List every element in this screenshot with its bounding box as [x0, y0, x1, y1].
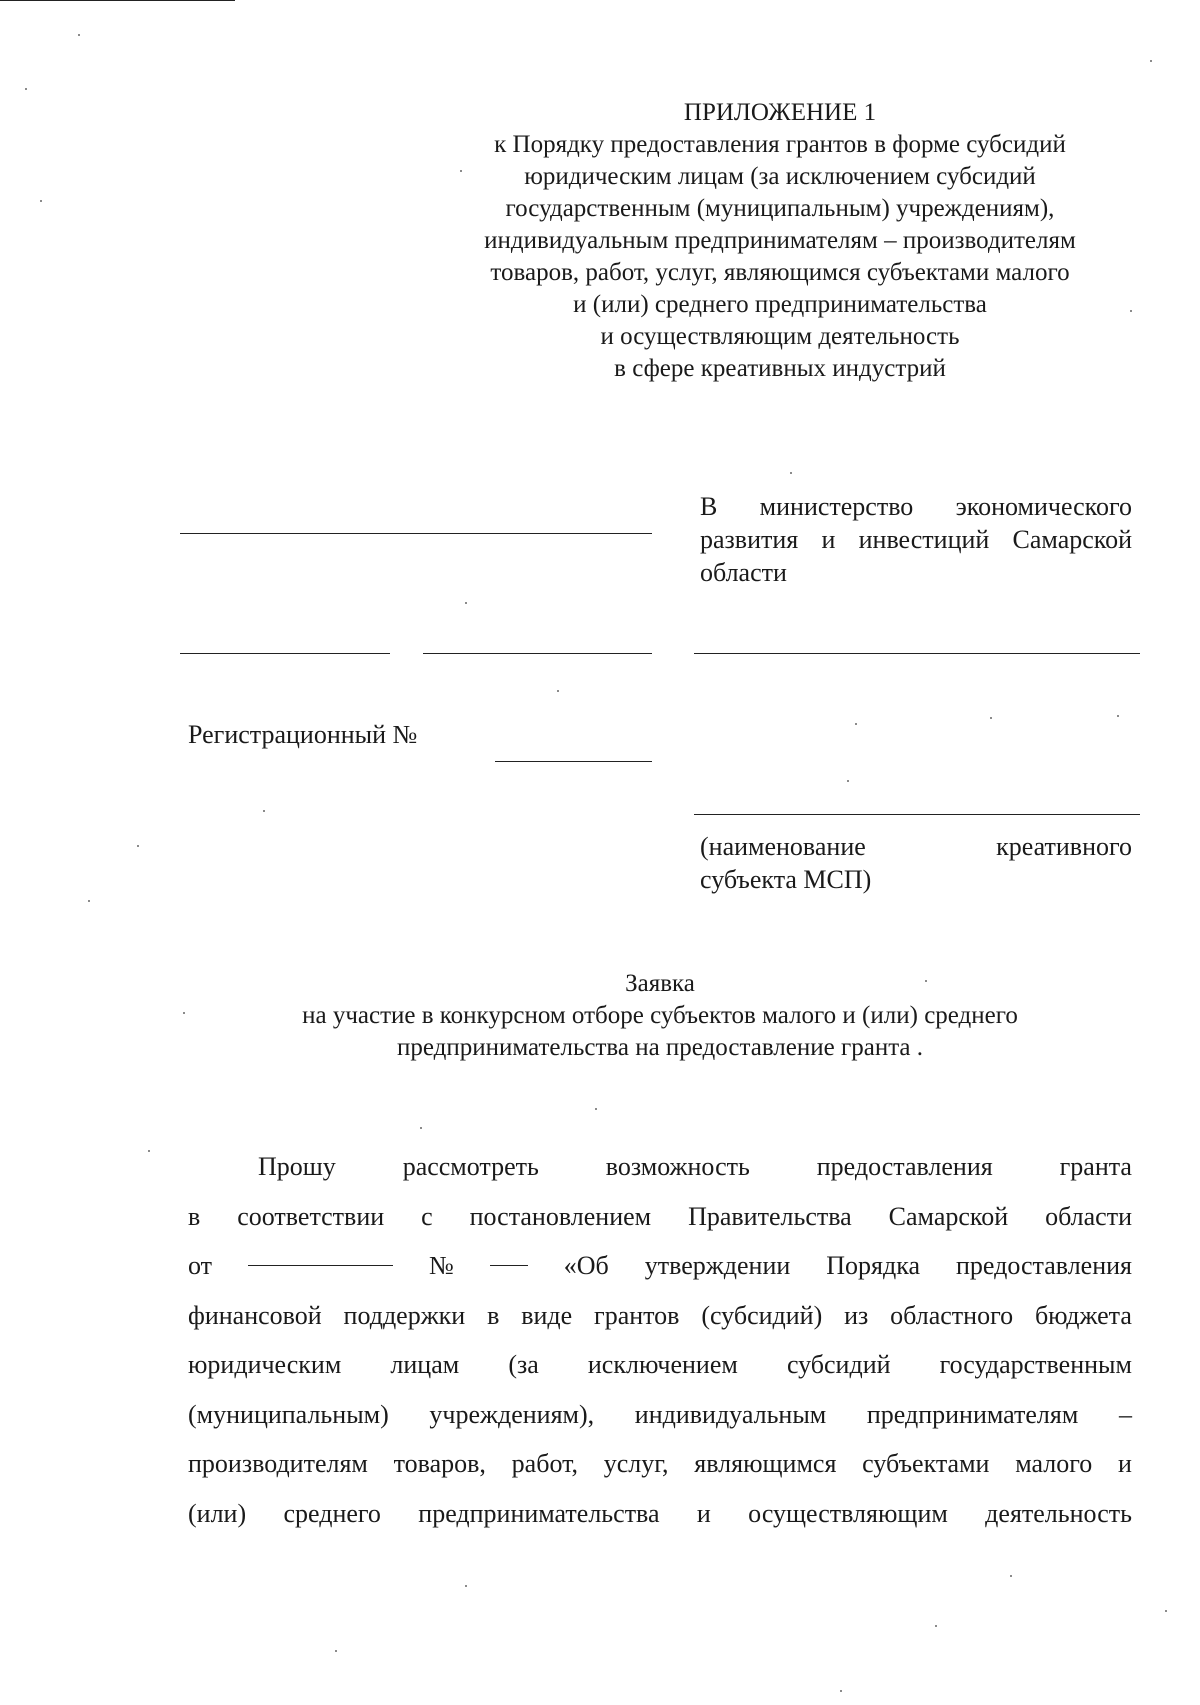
body-word: возможность — [605, 1152, 750, 1181]
body-word: гранта — [1059, 1152, 1132, 1181]
body-word: субъектами — [862, 1449, 990, 1478]
body-word: области — [1045, 1201, 1132, 1231]
body-word: (или) — [188, 1498, 247, 1528]
addressee-line: области — [700, 558, 787, 587]
appendix-line: индивидуальным предпринимателям – производителям — [484, 227, 1076, 254]
applicant-caption — [700, 830, 1132, 896]
blank-field-applicant-name[interactable] — [694, 814, 1140, 815]
addressee-block — [700, 490, 1132, 589]
scan-speck — [935, 1625, 937, 1627]
scan-edge-line — [0, 0, 235, 1]
scan-speck — [40, 200, 42, 202]
body-word: Прошу — [258, 1152, 336, 1181]
scan-speck — [137, 845, 139, 847]
addressee-word: экономического — [955, 492, 1132, 521]
addressee-word: Самарской — [1012, 525, 1132, 554]
body-word: услуг, — [603, 1449, 669, 1478]
addressee-word: и — [821, 525, 836, 554]
body-row-decree — [188, 1241, 1132, 1291]
scan-speck — [25, 88, 27, 90]
body-word: Правительства — [688, 1201, 852, 1231]
body-word: финансовой — [188, 1300, 322, 1330]
blank-field-sender-name[interactable] — [694, 653, 1140, 654]
body-word: (за — [508, 1350, 539, 1379]
scan-speck — [420, 1127, 422, 1129]
body-word: индивидуальным — [634, 1399, 827, 1429]
scan-speck — [1150, 60, 1152, 62]
scan-speck — [1010, 1575, 1012, 1577]
body-word: осуществляющим — [748, 1498, 948, 1528]
registration-label: Регистрационный № — [188, 720, 418, 749]
body-word: рассмотреть — [402, 1152, 539, 1181]
body-word: (субсидий) — [701, 1300, 823, 1330]
body-word: учреждениям), — [429, 1399, 595, 1429]
body-word: Порядка — [826, 1251, 921, 1280]
addressee-line — [700, 523, 1132, 556]
body-word: лицам — [390, 1350, 460, 1379]
body-word: предпринимателям — [866, 1399, 1079, 1429]
body-word: № — [429, 1251, 454, 1280]
body-row — [188, 1439, 1132, 1489]
appendix-line: государственным (муниципальным) учреждениям), — [505, 195, 1055, 222]
appendix-line: и осуществляющим деятельность — [600, 323, 960, 350]
blank-field-decree-date[interactable] — [248, 1241, 393, 1266]
body-word: исключением — [587, 1350, 738, 1379]
body-word: предоставления — [816, 1152, 993, 1181]
appendix-line: юридическим лицам (за исключением субсидий — [524, 163, 1036, 190]
body-word: из — [844, 1300, 869, 1330]
scan-speck — [790, 472, 792, 474]
body-row — [188, 1291, 1132, 1341]
scan-speck — [263, 810, 265, 812]
application-title-line: на участие в конкурсном отборе субъектов малого и (или) среднего — [302, 1002, 1018, 1029]
body-word: поддержки — [343, 1300, 466, 1330]
blank-field-top-left[interactable] — [180, 533, 652, 534]
body-row — [188, 1340, 1132, 1390]
body-word: (муниципальным) — [188, 1399, 389, 1429]
scan-speck — [148, 1150, 150, 1152]
body-word: юридическим — [188, 1350, 342, 1379]
body-word: от — [188, 1251, 213, 1280]
blank-field-number[interactable] — [423, 653, 652, 654]
body-word: государственным — [939, 1350, 1132, 1379]
scan-speck — [1117, 715, 1119, 717]
body-row — [188, 1390, 1132, 1440]
body-word: утверждении — [644, 1251, 791, 1280]
appendix-line: в сфере креативных индустрий — [614, 355, 946, 382]
scan-speck — [1130, 310, 1132, 312]
body-word: товаров, — [393, 1449, 486, 1478]
blank-field-decree-number[interactable] — [490, 1241, 528, 1266]
body-word: областного — [890, 1300, 1014, 1330]
scan-speck — [183, 1012, 185, 1014]
application-title — [200, 968, 1120, 1064]
scan-speck — [595, 1108, 597, 1110]
appendix-line: к Порядку предоставления грантов в форме субсидий — [494, 131, 1066, 158]
addressee-word: инвестиций — [858, 525, 990, 554]
body-word: работ, — [511, 1449, 579, 1478]
scan-speck — [465, 1585, 467, 1587]
blank-field-date[interactable] — [180, 653, 390, 654]
addressee-word: развития — [700, 525, 799, 554]
body-word: и — [696, 1498, 711, 1528]
scan-speck — [840, 1690, 842, 1692]
body-word: являющимся — [694, 1449, 837, 1478]
caption-line: субъекта МСП) — [700, 865, 872, 894]
addressee-line — [700, 490, 1132, 523]
body-word: и — [1118, 1449, 1132, 1478]
body-word: предпринимательства — [418, 1498, 660, 1528]
body-word: малого — [1015, 1449, 1093, 1478]
body-word: с — [421, 1201, 433, 1231]
body-word: в — [487, 1300, 500, 1330]
body-word: деятельность — [985, 1498, 1132, 1528]
application-title-line: предпринимательства на предоставление гранта . — [396, 1034, 924, 1061]
body-word: Самарской — [888, 1201, 1009, 1231]
body-word: предоставления — [956, 1251, 1132, 1280]
scan-speck — [88, 900, 90, 902]
application-body — [188, 1142, 1132, 1538]
body-word: производителям — [188, 1449, 368, 1478]
caption-word: креативного — [996, 832, 1132, 861]
body-row — [188, 1489, 1132, 1539]
scan-speck — [335, 1650, 337, 1652]
scan-speck — [990, 717, 992, 719]
scan-speck — [465, 602, 467, 604]
body-word: виде — [521, 1300, 573, 1330]
body-word: «Об — [563, 1251, 609, 1280]
body-word: среднего — [283, 1498, 381, 1528]
blank-field-registration-number[interactable] — [495, 761, 652, 762]
body-word: грантов — [594, 1300, 680, 1330]
addressee-word: В — [700, 492, 718, 521]
body-word: постановлением — [469, 1201, 652, 1231]
body-word: в — [188, 1201, 201, 1231]
body-word: – — [1118, 1399, 1132, 1429]
scan-speck — [855, 723, 857, 725]
scan-speck — [847, 780, 849, 782]
addressee-word: министерство — [759, 492, 914, 521]
body-word: соответствии — [237, 1201, 385, 1231]
scan-speck — [557, 690, 559, 692]
application-title-word: Заявка — [625, 970, 695, 997]
body-row — [188, 1142, 1132, 1192]
appendix-heading: ПРИЛОЖЕНИЕ 1 — [683, 99, 877, 126]
scan-speck — [78, 34, 80, 36]
caption-word: (наименование — [700, 832, 866, 861]
appendix-header — [420, 97, 1140, 385]
appendix-line: товаров, работ, услуг, являющимся субъектами малого — [490, 259, 1070, 286]
appendix-line: и (или) среднего предпринимательства — [573, 291, 987, 318]
scan-speck — [1165, 1610, 1167, 1612]
body-word: субсидий — [786, 1350, 891, 1379]
scan-speck — [460, 170, 462, 172]
scan-speck — [925, 980, 927, 982]
body-word: бюджета — [1034, 1300, 1132, 1330]
body-row — [188, 1192, 1132, 1242]
